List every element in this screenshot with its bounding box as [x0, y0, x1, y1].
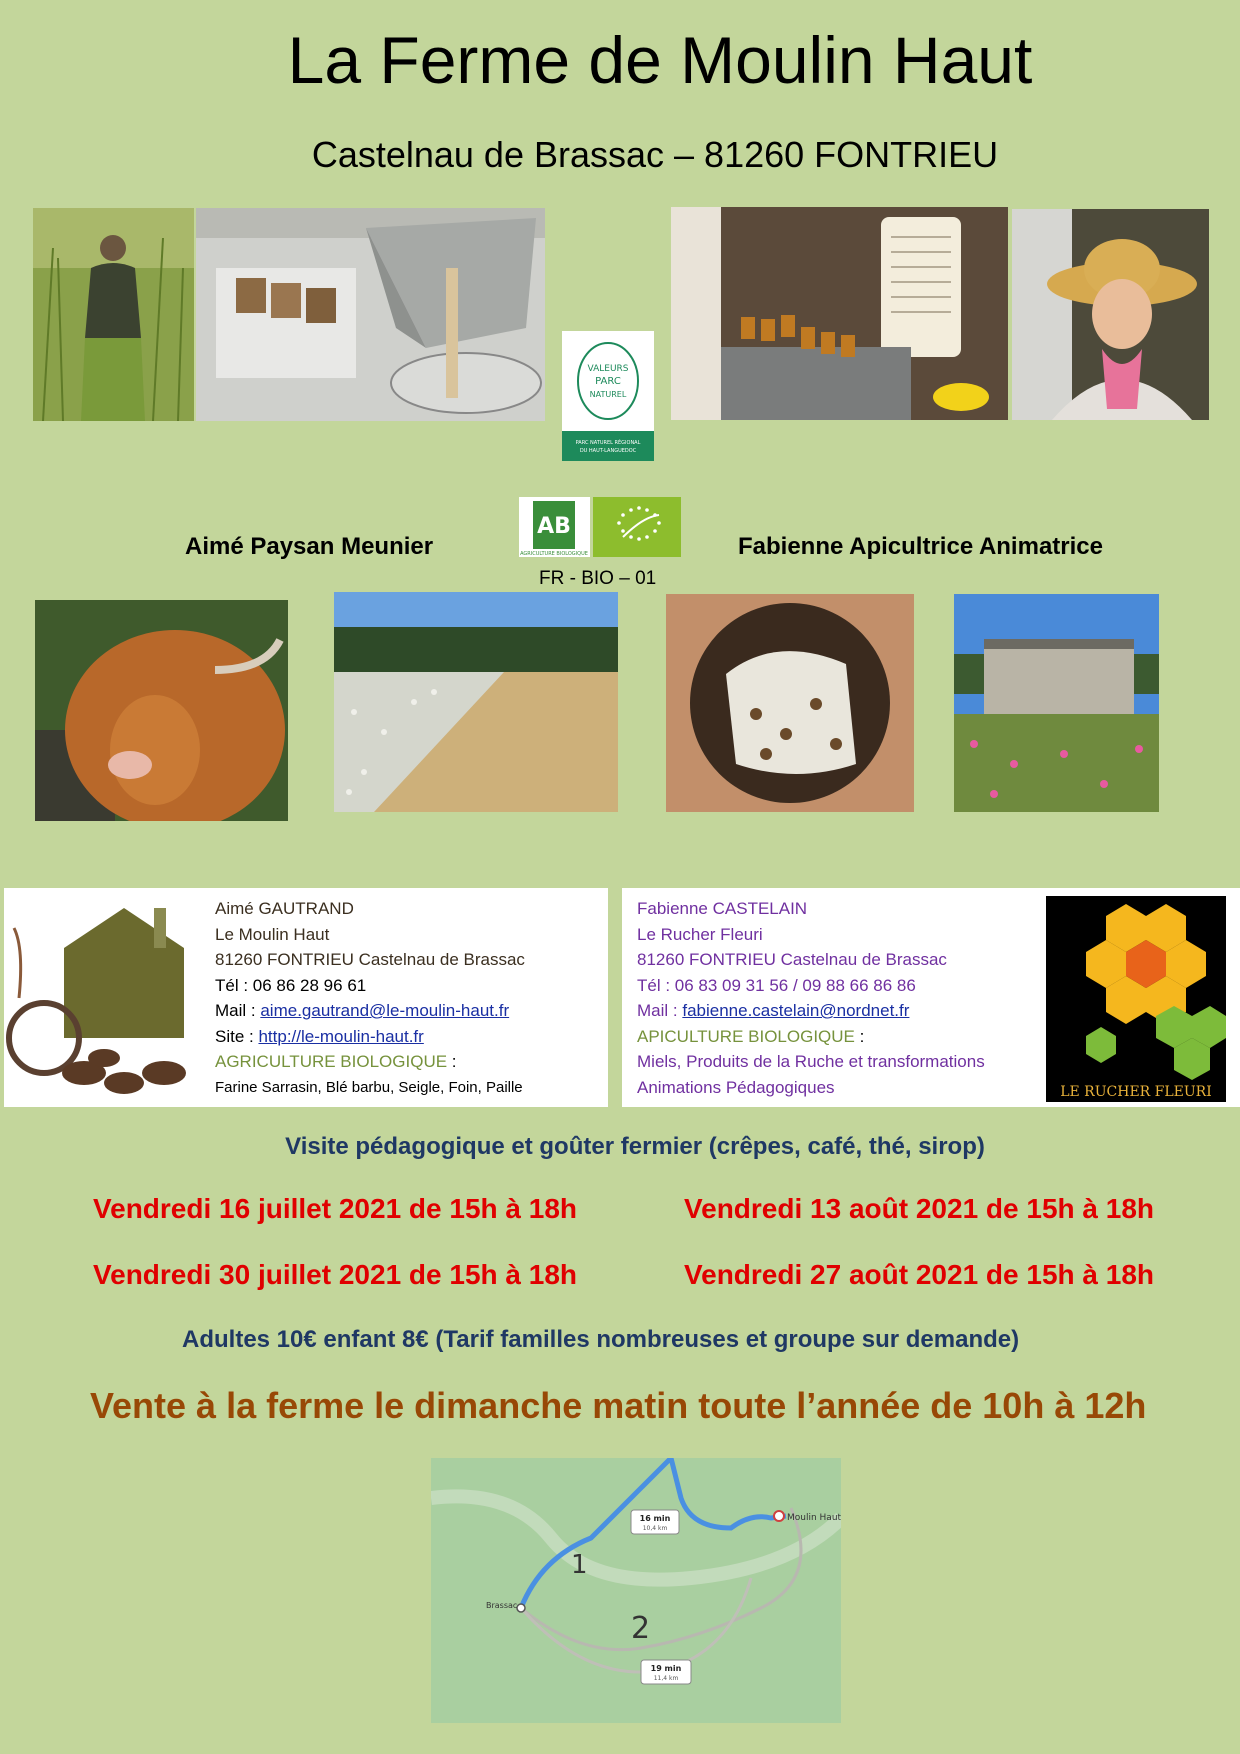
visit-date-2: Vendredi 13 août 2021 de 15h à 18h: [684, 1193, 1154, 1224]
route-mark-1: 1: [571, 1550, 588, 1580]
contact-place: Le Rucher Fleuri: [637, 924, 763, 944]
honey-shop-photo: [671, 207, 1008, 420]
route2-distance: 11,4 km: [653, 1675, 679, 1682]
svg-text:NATUREL: NATUREL: [589, 390, 627, 399]
svg-text:AB: AB: [537, 514, 571, 539]
page-title: La Ferme de Moulin Haut: [287, 23, 1033, 97]
svg-text:DU HAUT-LANGUEDOC: DU HAUT-LANGUEDOC: [579, 448, 637, 454]
contact-details-aime: [215, 896, 525, 1100]
farmer-in-field-photo: [33, 208, 194, 421]
activity-label: APICULTURE BIOLOGIQUE: [637, 1026, 855, 1046]
mail-link[interactable]: aime.gautrand@le-moulin-haut.fr: [260, 1001, 510, 1020]
beehive-comb-photo: [666, 594, 914, 812]
eu-organic-leaf-logo: [593, 497, 681, 557]
rucher-logo-text: LE RUCHER FLEURI: [1060, 1084, 1212, 1100]
contact-details-fabienne: [637, 896, 985, 1100]
fabienne-role-label: Fabienne Apicultrice Animatrice: [738, 533, 1103, 560]
map-destination-label: Moulin Haut: [787, 1513, 841, 1523]
svg-text:AGRICULTURE BIOLOGIQUE: AGRICULTURE BIOLOGIQUE: [520, 551, 588, 557]
visit-date-4: Vendredi 27 août 2021 de 15h à 18h: [684, 1259, 1154, 1290]
contact-mail-row: [637, 998, 985, 1024]
mail-label: Mail :: [215, 1001, 261, 1020]
route1-distance: 10,4 km: [642, 1525, 668, 1532]
contact-name: Aimé GAUTRAND: [215, 899, 354, 918]
rucher-fleuri-logo: [1046, 896, 1226, 1102]
route1-time: 16 min: [639, 1514, 671, 1523]
bio-certification-code: FR - BIO – 01: [539, 568, 657, 589]
highland-cow-photo: [35, 600, 288, 821]
svg-text:PARC: PARC: [595, 376, 621, 387]
contact-animations: Animations Pédagogiques: [637, 1077, 835, 1097]
contact-activity-row: [637, 1024, 985, 1050]
contact-phone: Tél : 06 83 09 31 56 / 09 88 66 86 86: [637, 975, 916, 995]
ab-organic-logo: [519, 497, 590, 557]
visit-date-3: Vendredi 30 juillet 2021 de 15h à 18h: [93, 1259, 578, 1290]
parc-naturel-logo: [562, 331, 654, 461]
visit-heading: Visite pédagogique et goûter fermier (crêpes, café, thé, sirop): [285, 1133, 985, 1160]
visit-date-1: Vendredi 16 juillet 2021 de 15h à 18h: [93, 1193, 578, 1224]
visit-prices: Adultes 10€ enfant 8€ (Tarif familles nombreuses et groupe sur demande): [182, 1326, 1020, 1353]
buckwheat-field-photo: [334, 592, 618, 812]
svg-text:VALEURS: VALEURS: [587, 364, 629, 374]
contact-products: Farine Sarrasin, Blé barbu, Seigle, Foin, Paille: [215, 1078, 523, 1096]
activity-suffix: :: [447, 1052, 457, 1071]
page-subtitle: Castelnau de Brassac – 81260 FONTRIEU: [311, 134, 999, 175]
contact-activity-row: [215, 1049, 525, 1075]
contact-mail-row: [215, 998, 525, 1024]
contact-products: Miels, Produits de la Ruche et transformations: [637, 1052, 985, 1071]
contact-address: 81260 FONTRIEU Castelnau de Brassac: [215, 950, 525, 969]
contact-site-row: [215, 1024, 525, 1050]
svg-text:PARC NATUREL RÉGIONAL: PARC NATUREL RÉGIONAL: [575, 440, 641, 446]
activity-suffix: :: [854, 1026, 865, 1046]
site-link[interactable]: http://le-moulin-haut.fr: [258, 1026, 424, 1046]
contact-card-aime: [4, 888, 608, 1107]
map-origin-label: Brassac: [486, 1601, 518, 1610]
route2-time: 19 min: [650, 1664, 682, 1673]
route-mark-2: 2: [631, 1611, 651, 1646]
activity-label: AGRICULTURE BIOLOGIQUE: [215, 1052, 448, 1071]
mill-machine-photo: [196, 208, 545, 421]
beekeeper-portrait-photo: [1012, 209, 1209, 420]
wooden-house-flowers-photo: [954, 594, 1159, 812]
mail-link[interactable]: fabienne.castelain@nordnet.fr: [682, 1001, 910, 1020]
farm-sale-hours: Vente à la ferme le dimanche matin toute l’année de 10h à 12h: [90, 1385, 1147, 1426]
contact-phone: Tél : 06 86 28 96 61: [215, 975, 367, 995]
contact-place: Le Moulin Haut: [215, 924, 330, 944]
moulin-haut-logo: [4, 888, 202, 1107]
route-map[interactable]: [431, 1458, 841, 1723]
site-label: Site :: [215, 1026, 259, 1046]
contact-address: 81260 FONTRIEU Castelnau de Brassac: [637, 950, 947, 969]
contact-name: Fabienne CASTELAIN: [637, 899, 808, 918]
contact-card-fabienne: [622, 888, 1240, 1107]
aime-role-label: Aimé Paysan Meunier: [185, 533, 434, 560]
mail-label: Mail :: [637, 1001, 683, 1020]
